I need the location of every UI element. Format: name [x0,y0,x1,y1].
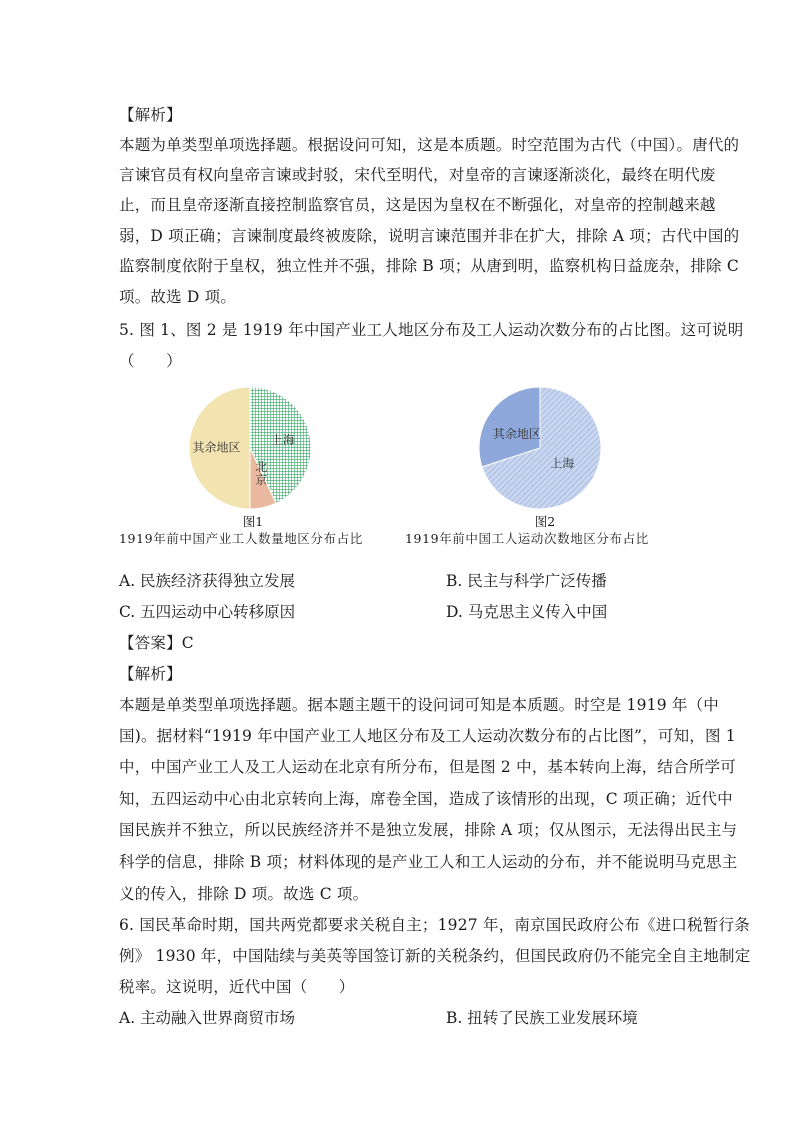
pie-chart-1 [180,384,320,514]
pie-label-2: 京 [255,472,268,487]
figure-1-title: 1919年前中国产业工人数量地区分布占比 [119,531,363,546]
analysis-line: 言谏官员有权向皇帝言谏或封驳，宋代至明代，对皇帝的言谏逐渐淡化，最终在明代废 [119,166,716,184]
pie-label-1: 上海 [550,456,575,471]
analysis-line: 义的传入，排除 D 项。故选 C 项。 [119,885,369,903]
pie-chart-2 [470,384,610,514]
answer: 【答案】C [119,634,194,652]
figure-2-label: 图2 [534,514,556,529]
analysis-line: 知，五四运动中心由北京转向上海，席卷全国，造成了该情形的出现，C 项正确；近代中 [119,790,733,808]
figure-1-label: 图1 [242,514,264,529]
analysis-line: 中，中国产业工人及工人运动在北京有所分布，但是图 2 中，基本转向上海，结合所学可 [119,758,736,776]
analysis-line: 科学的信息，排除 B 项；材料体现的是产业工人和工人运动的分布，并不能说明马克思主 [119,853,738,871]
option-a: A. 民族经济获得独立发展 [119,572,296,590]
analysis-line: 国民族并不独立，所以民族经济并不是独立发展，排除 A 项；仅从图示，无法得出民主与 [119,821,738,839]
pie-label-2: 其余地区 [492,426,541,441]
pie-label-3: 其余地区 [192,440,241,455]
analysis-heading: 【解析】 [119,106,182,124]
analysis-line: 项。故选 D 项。 [119,288,237,306]
figure-2-title: 1919年前中国工人运动次数地区分布占比 [405,531,649,546]
option-d: D. 马克思主义传入中国 [446,603,608,621]
analysis-line: 国)。据材料“1919 年中国产业工人地区分布及工人运动次数分布的占比图”，可知，图 1 [119,727,736,745]
analysis-line: 监察制度依附于皇权，独立性并不强，排除 B 项；从唐到明，监察机构日益庞杂，排除 C [119,257,739,275]
option-c: C. 五四运动中心转移原因 [119,603,296,621]
option-a: A. 主动融入世界商贸市场 [119,1009,296,1027]
pie-label-2: 北 [255,459,268,474]
pie-label-1: 上海 [270,433,295,448]
question-stem: 税率。这说明，近代中国（ ） [119,978,355,996]
analysis-line: 本题为单类型单项选择题。根据设问可知，这是本质题。时空范围为古代（中国）。唐代的 [119,136,740,154]
option-b: B. 扭转了民族工业发展环境 [446,1009,638,1027]
analysis-line: 止，而且皇帝逐渐直接控制监察官员，这是因为皇权在不断强化，对皇帝的控制越来越 [119,196,716,214]
analysis-line: 本题是单类型单项选择题。据本题主题干的设问词可知是本质题。时空是 1919 年（中 [119,696,720,714]
question-stem: 6. 国民革命时期，国共两党都要求关税自主；1927 年，南京国民政府公布《进口税暂行条 [119,916,750,934]
figure-2 [470,384,610,514]
option-b: B. 民主与科学广泛传播 [446,572,607,590]
analysis-line: 弱，D 项正确；言谏制度最终被废除，说明言谏范围并非在扩大，排除 A 项；古代中国的 [119,227,740,245]
question-stem: 5. 图 1、图 2 是 1919 年中国产业工人地区分布及工人运动次数分布的占比图。这可说明 [119,321,744,339]
question-blank: （ ） [119,352,182,370]
question-stem: 例》 1930 年，中国陆续与美英等国签订新的关税条约，但国民政府仍不能完全自主地制定 [119,947,751,965]
figure-1 [180,384,320,514]
analysis-heading: 【解析】 [119,665,182,683]
